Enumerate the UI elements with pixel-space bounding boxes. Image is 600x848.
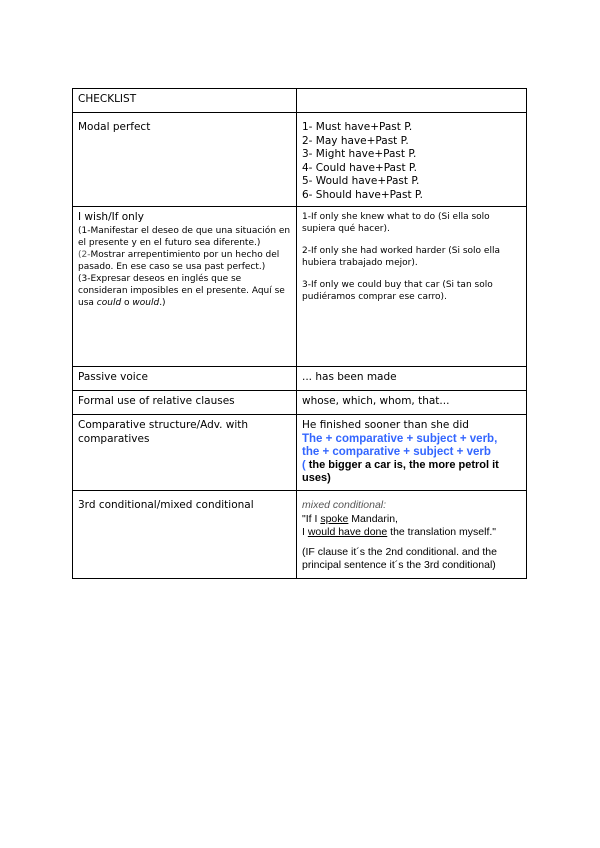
wish-note-2: (2-Mostrar arrepentimiento por un hecho del pasado. En ese caso se usa past perfect.) (78, 249, 280, 272)
table-row (73, 367, 527, 391)
header-empty-cell (297, 89, 527, 113)
comparative-sentence: He finished sooner than she did (302, 419, 469, 431)
list-item: 6- Should have+Past P. (302, 188, 423, 201)
comparative-formula-2: the + comparative + subject + verb (302, 445, 491, 458)
mixed-conditional-label: mixed conditional: (302, 499, 387, 511)
comparative-formula-1: The + comparative + subject + verb, (302, 432, 498, 445)
wish-example-1: 1-If only she knew what to do (Si ella solo supiera qué hacer). (302, 212, 490, 234)
wish-example-2: 2-If only she had worked harder (Si solo ella hubiera trabajado mejor). (302, 246, 500, 268)
list-item: 2- May have+Past P. (302, 134, 409, 147)
table-row (73, 491, 527, 579)
list-item: 5- Would have+Past P. (302, 175, 420, 187)
wish-example-3: 3-If only we could buy that car (Si tan solo pudiéramos comprar ese carro). (302, 280, 493, 302)
list-item: 1- Must have+Past P. (302, 121, 413, 133)
comparative-cell (297, 415, 527, 491)
relative-clauses-label: Formal use of relative clauses (73, 391, 297, 415)
list-item: 4- Could have+Past P. (302, 161, 417, 174)
modal-perfect-list (297, 113, 527, 207)
modal-perfect-label: Modal perfect (73, 113, 297, 207)
checklist-title: CHECKLIST (73, 89, 297, 113)
conditional-note: (IF clause it´s the 2nd conditional. and the principal sentence it´s the 3rd conditional) (302, 545, 497, 571)
wish-note-1: (1-Manifestar el deseo de que una situación en el presente y en el futuro sea diferente.) (78, 225, 291, 248)
conditional-cell (297, 491, 527, 579)
comparative-example: ( the bigger a car is, the more petrol it uses) (302, 458, 499, 484)
comparative-label: Comparative structure/Adv. with comparatives (73, 415, 297, 491)
list-item: 3- Might have+Past P. (302, 148, 417, 160)
relative-clauses-value: whose, which, whom, that... (297, 391, 527, 415)
wish-note-3: (3-Expresar deseos en inglés que se consideran imposibles en el presente. Aquí se usa could o would.) (78, 273, 285, 308)
conditional-quote-1: "If I spoke Mandarin, (302, 512, 398, 525)
table-row (73, 415, 527, 491)
conditional-label: 3rd conditional/mixed conditional (73, 491, 297, 579)
table-row (73, 207, 527, 367)
wish-examples (297, 207, 527, 367)
checklist-table (72, 88, 527, 579)
table-row (73, 113, 527, 207)
conditional-quote-2: I would have done the translation myself." (302, 526, 497, 538)
passive-voice-value: ... has been made (297, 367, 527, 391)
table-row (73, 391, 527, 415)
wish-cell (73, 207, 297, 367)
header-row (73, 89, 527, 113)
passive-voice-label: Passive voice (73, 367, 297, 391)
wish-label: I wish/If only (78, 211, 144, 223)
